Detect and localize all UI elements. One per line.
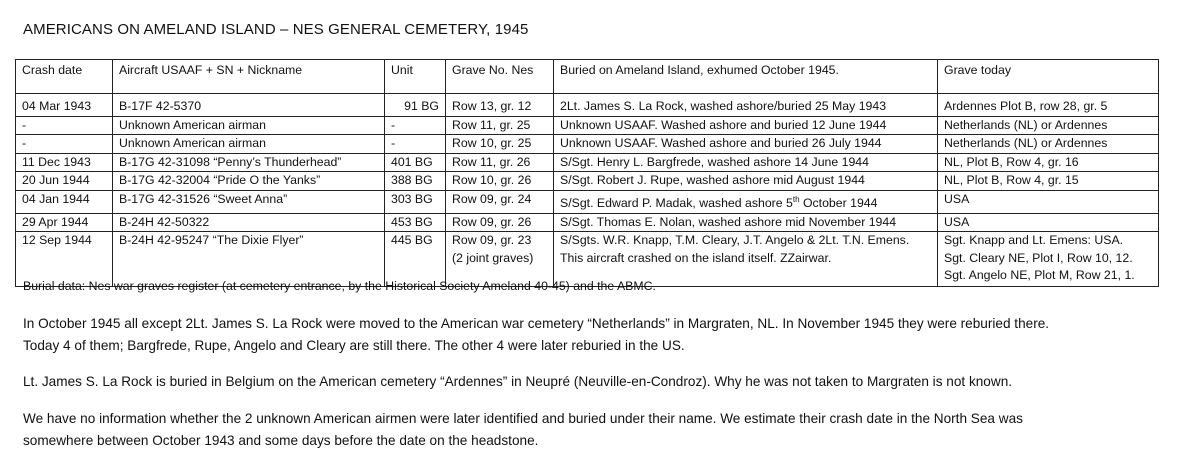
header-grave-today: Grave today xyxy=(938,60,1159,94)
paragraph-line: Today 4 of them; Bargfrede, Rupe, Angelo and Cleary are still there. The other 4 were later reburied in the US. xyxy=(23,337,685,353)
paragraph-3 xyxy=(23,408,1153,451)
table-row xyxy=(16,116,1159,135)
cell-date: 04 Jan 1944 xyxy=(16,190,113,213)
cell-date: 29 Apr 1944 xyxy=(16,213,113,232)
cell-today: NL, Plot B, Row 4, gr. 15 xyxy=(938,172,1159,191)
header-crash-date: Crash date xyxy=(16,60,113,94)
cell-line: Sgt. Angelo NE, Plot M, Row 21, 1. xyxy=(944,268,1135,283)
cell-date: 04 Mar 1943 xyxy=(16,98,113,116)
cell-line: S/Sgts. W.R. Knapp, T.M. Cleary, J.T. Angelo & 2Lt. T.N. Emens. xyxy=(560,233,910,248)
cell-buried: S/Sgt. Thomas E. Nolan, washed ashore mid November 1944 xyxy=(554,213,938,232)
paragraph-1 xyxy=(23,313,1153,356)
buried-text: S/Sgt. Edward P. Madak, washed ashore 5 xyxy=(560,196,793,211)
cell-buried xyxy=(554,190,938,213)
table-row xyxy=(16,98,1159,116)
cell-today: Netherlands (NL) or Ardennes xyxy=(938,116,1159,135)
cell-aircraft: B-24H 42-95247 “The Dixie Flyer” xyxy=(113,232,385,287)
paragraph-line: Lt. James S. La Rock is buried in Belgium on the American cemetery “Ardennes” in Neupré (Neuville-en-Condroz). Why he was not taken to Margraten is not known. xyxy=(23,374,1013,389)
header-grave-no: Grave No. Nes xyxy=(446,60,554,94)
buried-text: October 1944 xyxy=(799,196,878,211)
paragraph-line: In October 1945 all except 2Lt. James S. La Rock were moved to the American war cemetery “Netherlands” in Margraten, NL. In November 1945 they were reburied there. xyxy=(23,316,1050,331)
paragraph-line: We have no information whether the 2 unknown American airmen were later identified and buried under their name. We estimate their crash date in the North Sea was xyxy=(23,411,1023,426)
page-title: AMERICANS ON AMELAND ISLAND – NES GENERAL CEMETERY, 1945 xyxy=(23,21,529,38)
cell-buried: 2Lt. James S. La Rock, washed ashore/buried 25 May 1943 xyxy=(554,98,938,116)
cell-aircraft: B-17G 42-31098 “Penny’s Thunderhead” xyxy=(113,153,385,172)
cell-unit: - xyxy=(385,116,446,135)
cemetery-table xyxy=(15,59,1159,287)
cell-buried: Unknown USAAF. Washed ashore and buried 26 July 1944 xyxy=(554,135,938,154)
cell-date: - xyxy=(16,135,113,154)
cell-today: Netherlands (NL) or Ardennes xyxy=(938,135,1159,154)
cell-today: Ardennes Plot B, row 28, gr. 5 xyxy=(938,98,1159,116)
cell-unit: 303 BG xyxy=(385,190,446,213)
cell-unit: 453 BG xyxy=(385,213,446,232)
source-note: Burial data: Nes war graves register (at cemetery entrance, by the Historical Society Ameland 40-45) and the ABMC. xyxy=(23,279,656,293)
cell-grave: Row 11, gr. 25 xyxy=(446,116,554,135)
table-row xyxy=(16,190,1159,213)
cell-grave: Row 10, gr. 25 xyxy=(446,135,554,154)
cell-grave: Row 09, gr. 24 xyxy=(446,190,554,213)
cell-grave: Row 10, gr. 26 xyxy=(446,172,554,191)
cell-unit: 388 BG xyxy=(385,172,446,191)
header-unit: Unit xyxy=(385,60,446,94)
cell-aircraft: B-17G 42-31526 “Sweet Anna” xyxy=(113,190,385,213)
cell-line: Row 09, gr. 23 xyxy=(452,233,532,248)
cell-buried: S/Sgt. Henry L. Bargfrede, washed ashore 14 June 1944 xyxy=(554,153,938,172)
cell-aircraft: Unknown American airman xyxy=(113,116,385,135)
cell-buried: S/Sgt. Robert J. Rupe, washed ashore mid August 1944 xyxy=(554,172,938,191)
cell-today: USA xyxy=(938,190,1159,213)
table-row xyxy=(16,153,1159,172)
cell-line: (2 joint graves) xyxy=(452,250,534,265)
cell-line: This aircraft crashed on the island itself. ZZairwar. xyxy=(560,250,832,265)
table-row xyxy=(16,213,1159,232)
header-buried: Buried on Ameland Island, exhumed October 1945. xyxy=(554,60,938,94)
table-row xyxy=(16,135,1159,154)
header-aircraft: Aircraft USAAF + SN + Nickname xyxy=(113,60,385,94)
cell-today: NL, Plot B, Row 4, gr. 16 xyxy=(938,153,1159,172)
cell-buried: Unknown USAAF. Washed ashore and buried 12 June 1944 xyxy=(554,116,938,135)
cell-unit: 401 BG xyxy=(385,153,446,172)
cell-line: Sgt. Cleary NE, Plot I, Row 10, 12. xyxy=(944,250,1133,265)
ordinal-suffix: th xyxy=(792,194,800,204)
table-row xyxy=(16,172,1159,191)
cell-unit: 91 BG xyxy=(385,98,446,116)
cell-unit: - xyxy=(385,135,446,154)
cell-date: - xyxy=(16,116,113,135)
paragraph-line: somewhere between October 1943 and some days before the date on the headstone. xyxy=(23,432,539,448)
cell-date: 20 Jun 1944 xyxy=(16,172,113,191)
cell-today: USA xyxy=(938,213,1159,232)
cell-aircraft: B-24H 42-50322 xyxy=(113,213,385,232)
cell-aircraft: B-17F 42-5370 xyxy=(113,98,385,116)
cell-grave: Row 09, gr. 26 xyxy=(446,213,554,232)
cell-grave: Row 13, gr. 12 xyxy=(446,98,554,116)
cell-aircraft: B-17G 42-32004 “Pride O the Yanks” xyxy=(113,172,385,191)
cell-aircraft: Unknown American airman xyxy=(113,135,385,154)
cell-date: 11 Dec 1943 xyxy=(16,153,113,172)
cell-grave: Row 11, gr. 26 xyxy=(446,153,554,172)
cell-today xyxy=(938,232,1159,287)
cell-date: 12 Sep 1944 xyxy=(16,232,113,287)
paragraph-2 xyxy=(23,371,1153,393)
cell-line: Sgt. Knapp and Lt. Emens: USA. xyxy=(944,233,1124,248)
table-header-row xyxy=(16,60,1159,94)
cell-unit: 445 BG xyxy=(385,232,446,287)
